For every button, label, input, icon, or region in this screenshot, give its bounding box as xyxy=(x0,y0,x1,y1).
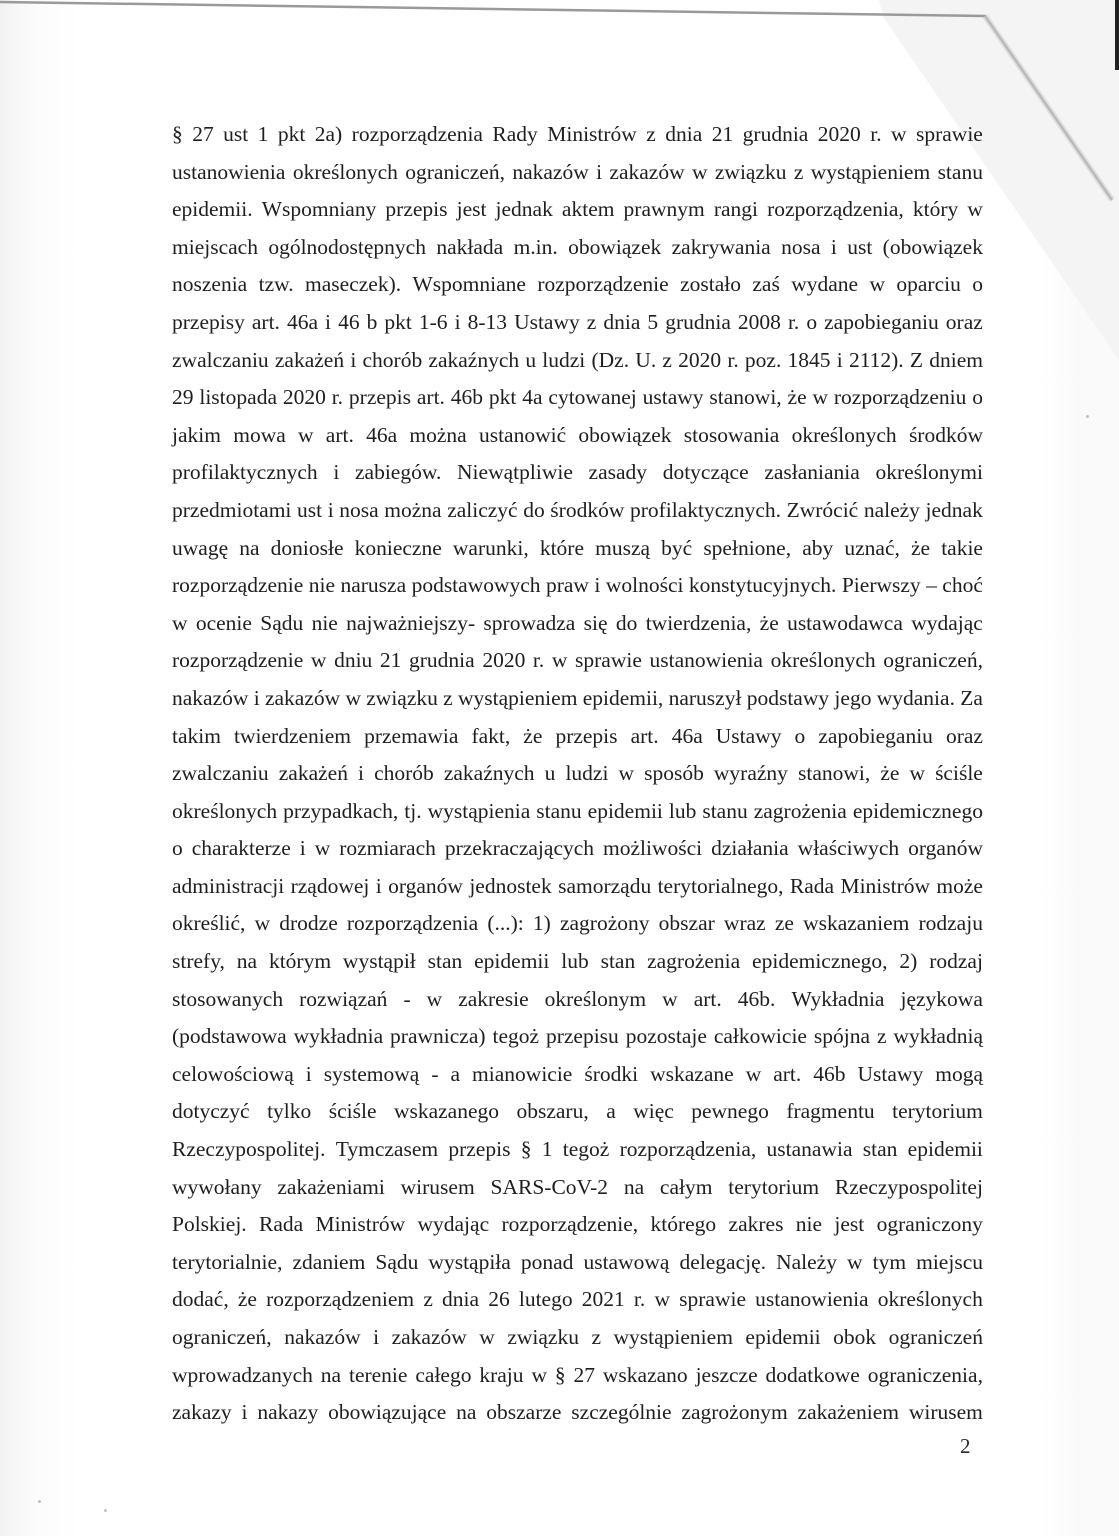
text-line: dotyczyć tylko ściśle wskazanego obszaru, a więc pewnego fragmentu terytorium xyxy=(172,1099,983,1124)
scan-edge xyxy=(1115,0,1119,70)
text-line: Rzeczypospolitej. Tymczasem przepis § 1 tegoż rozporządzenia, ustanawia stan epidemii xyxy=(172,1137,983,1162)
text-line: takim twierdzeniem przemawia fakt, że przepis art. 46a Ustawy o zapobieganiu oraz xyxy=(172,723,983,748)
text-line: przedmiotami ust i nosa można zaliczyć do środków profilaktycznych. Zwrócić należy jednak xyxy=(172,497,983,522)
text-line: określić, w drodze rozporządzenia (...): 1) zagrożony obszar wraz ze wskazaniem rodzaju xyxy=(172,911,983,936)
text-line: w ocenie Sądu nie najważniejszy- sprowadza się do twierdzenia, że ustawodawca wydając xyxy=(172,610,983,635)
scan-speck xyxy=(38,1500,41,1503)
text-line: uwagę na doniosłe konieczne warunki, które muszą być spełnione, aby uznać, że takie xyxy=(172,535,983,560)
text-line: administracji rządowej i organów jednostek samorządu terytorialnego, Rada Ministrów może xyxy=(172,873,983,898)
text-line: zwalczaniu zakażeń i chorób zakaźnych u ludzi w sposób wyraźny stanowi, że w ściśle xyxy=(172,761,983,786)
text-line: wprowadzanych na terenie całego kraju w § 27 wskazano jeszcze dodatkowe ograniczenia, xyxy=(172,1362,983,1387)
text-line: o charakterze i w rozmiarach przekraczających możliwości działania właściwych organów xyxy=(172,836,983,861)
text-line: terytorialnie, zdaniem Sądu wystąpiła ponad ustawową delegację. Należy w tym miejscu xyxy=(172,1249,983,1274)
text-line: Polskiej. Rada Ministrów wydając rozporządzenie, którego zakres nie jest ograniczony xyxy=(172,1212,983,1237)
text-line: ograniczeń, nakazów i zakazów w związku z wystąpieniem epidemii obok ograniczeń xyxy=(172,1325,983,1349)
text-line: noszenia tzw. maseczek). Wspomniane rozporządzenie zostało zaś wydane w oparciu o xyxy=(172,272,983,297)
scan-speck xyxy=(104,1509,107,1512)
text-line: profilaktycznych i zabiegów. Niewątpliwie zasady dotyczące zasłaniania określonymi xyxy=(172,460,983,485)
body-text xyxy=(172,116,983,1432)
text-line: rozporządzenie nie narusza podstawowych praw i wolności konstytucyjnych. Pierwszy – choć xyxy=(172,573,983,598)
text-line: celowościową i systemową - a mianowicie środki wskazane w art. 46b Ustawy mogą xyxy=(172,1061,983,1086)
text-line: § 27 ust 1 pkt 2a) rozporządzenia Rady Ministrów z dnia 21 grudnia 2020 r. w sprawie xyxy=(172,122,983,146)
text-line: wywołany zakażeniami wirusem SARS-CoV-2 na całym terytorium Rzeczypospolitej xyxy=(172,1174,983,1199)
text-line: 29 listopada 2020 r. przepis art. 46b pkt 4a cytowanej ustawy stanowi, że w rozporządzeniu o xyxy=(172,385,983,410)
text-line: (podstawowa wykładnia prawnicza) tegoż przepisu pozostaje całkowicie spójna z wykładnią xyxy=(172,1024,983,1049)
text-line: jakim mowa w art. 46a można ustanowić obowiązek stosowania określonych środków xyxy=(172,422,983,447)
text-line: epidemii. Wspomniany przepis jest jednak aktem prawnym rangi rozporządzenia, który w xyxy=(172,197,983,222)
text-line: rozporządzenie w dniu 21 grudnia 2020 r. w sprawie ustanowienia określonych ograniczeń, xyxy=(172,648,983,673)
text-line: nakazów i zakazów w związku z wystąpieniem epidemii, naruszył podstawy jego wydania. Za xyxy=(172,685,983,710)
text-line: ustanowienia określonych ograniczeń, nakazów i zakazów w związku z wystąpieniem stanu xyxy=(172,159,983,184)
text-line: określonych przypadkach, tj. wystąpienia stanu epidemii lub stanu zagrożenia epidemicznego xyxy=(172,798,983,823)
text-line: dodać, że rozporządzeniem z dnia 26 lutego 2021 r. w sprawie ustanowienia określonych xyxy=(172,1287,983,1312)
scan-speck xyxy=(1086,415,1089,418)
text-line: zakazy i nakazy obowiązujące na obszarze szczególnie zagrożonym zakażeniem wirusem xyxy=(172,1400,983,1425)
text-line: zwalczaniu zakażeń i chorób zakaźnych u ludzi (Dz. U. z 2020 r. poz. 1845 i 2112). Z dniem xyxy=(172,347,983,372)
page-number: 2 xyxy=(960,1434,971,1458)
text-line: strefy, na którym wystąpił stan epidemii lub stan zagrożenia epidemicznego, 2) rodzaj xyxy=(172,949,983,974)
text-line: miejscach ogólnodostępnych nakłada m.in. obowiązek zakrywania nosa i ust (obowiązek xyxy=(172,234,983,259)
text-line: przepisy art. 46a i 46 b pkt 1-6 i 8-13 Ustawy z dnia 5 grudnia 2008 r. o zapobieganiu oraz xyxy=(172,309,983,334)
text-line: stosowanych rozwiązań - w zakresie określonym w art. 46b. Wykładnia językowa xyxy=(172,986,983,1011)
